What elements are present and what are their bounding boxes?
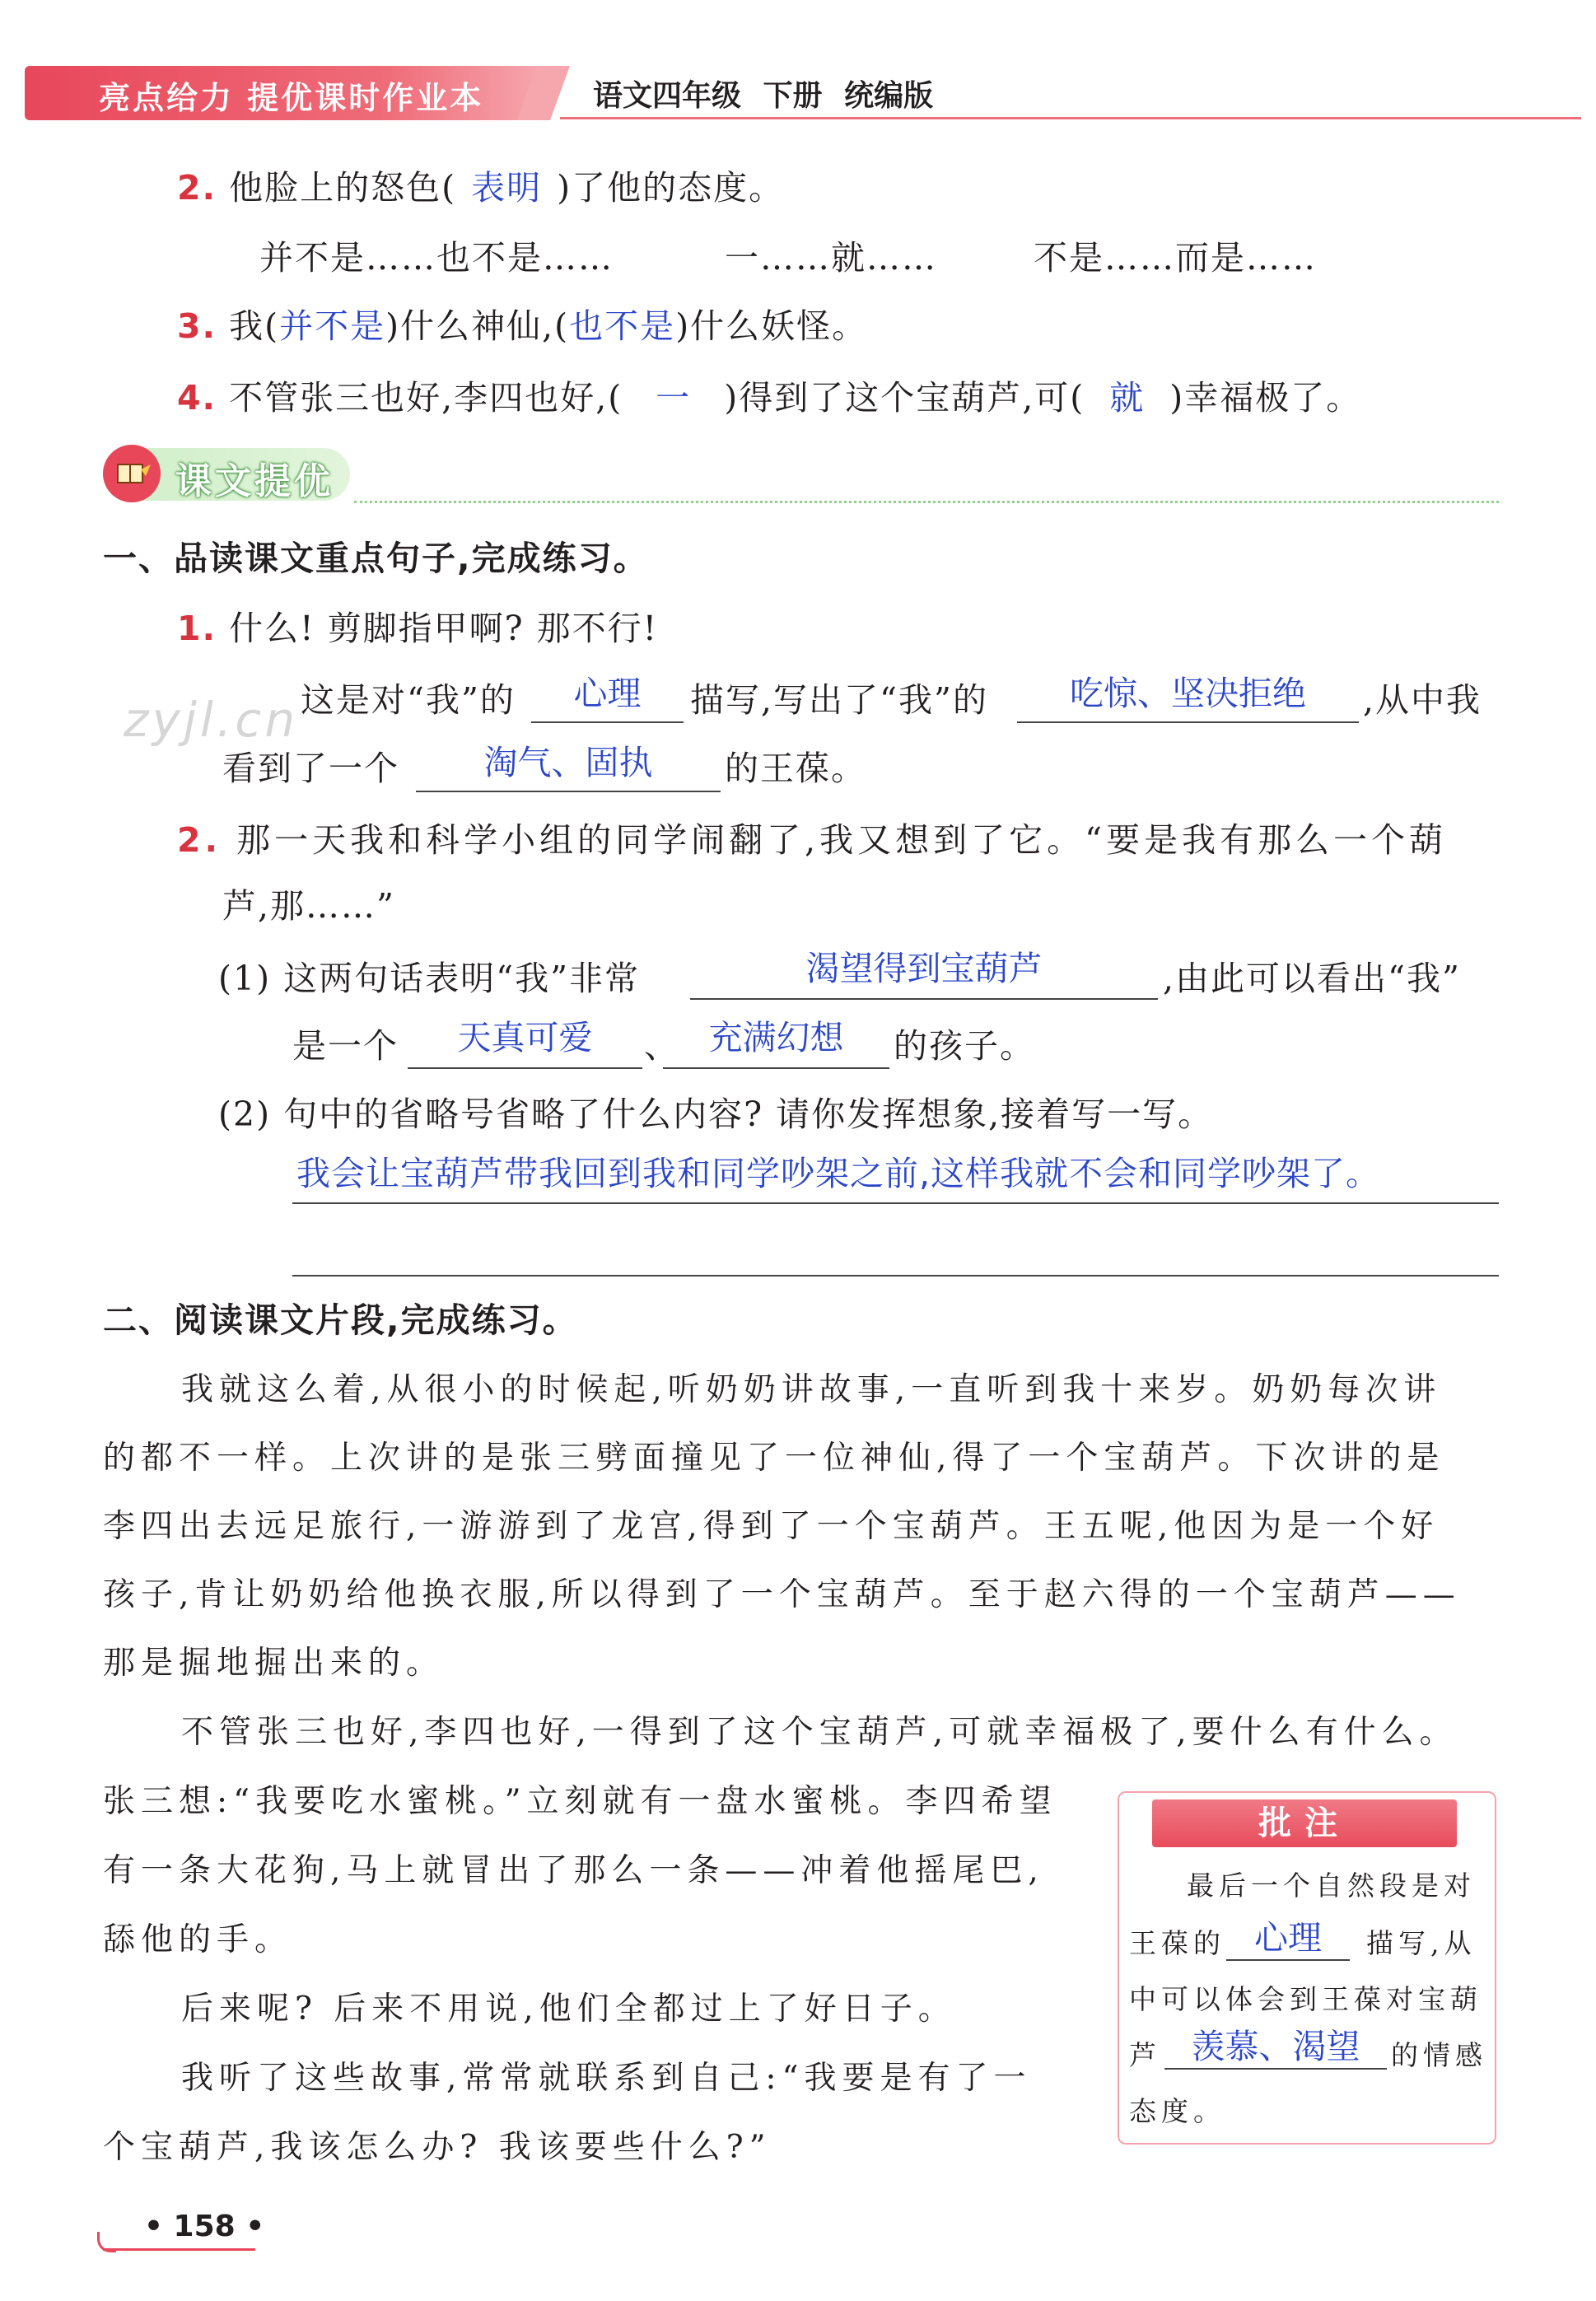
note-line-2-a: 王葆的 — [1129, 1927, 1225, 1959]
passage-line: 我听了这些故事,常常就联系到自己:“我要是有了一 — [181, 2060, 1032, 2097]
passage-line: 我就这么着,从很小的时候起,听奶奶讲故事,一直听到我十来岁。奶奶每次讲 — [181, 1371, 1442, 1408]
page-header — [25, 66, 1581, 120]
option-2: 一……就…… — [725, 238, 937, 278]
book-icon — [103, 445, 161, 502]
answer-line-1 — [292, 1163, 1499, 1204]
question-number: 4. — [177, 378, 217, 418]
answer: 羡慕、渴望 — [1191, 2027, 1360, 2066]
p1-question-1: 1. 什么! 剪脚指甲啊? 那不行! — [177, 609, 659, 648]
question-2: 2. 他脸上的怒色( 表明 )了他的态度。 — [177, 168, 785, 208]
answer: 淘气、固执 — [483, 743, 653, 782]
separator: 、 — [644, 1026, 679, 1066]
note-line-5: 态度。 — [1129, 2095, 1225, 2127]
answer-line-2 — [292, 1235, 1499, 1277]
section-banner — [103, 445, 350, 504]
q2-sub1-c: 是一个 — [292, 1026, 399, 1066]
q2-sub1-a: (1) 这两句话表明“我”非常 — [218, 959, 641, 998]
q2-sub1-d: 的孩子。 — [894, 1026, 1035, 1066]
section-title: 课文提优 — [175, 460, 334, 502]
passage-line: 那是掘地掘出来的。 — [103, 1645, 445, 1682]
question-number: 3. — [177, 306, 217, 346]
passage-line: 个宝葫芦,我该怎么办? 我该要些什么?” — [103, 2129, 772, 2166]
part-2-heading: 二、阅读课文片段,完成练习。 — [103, 1300, 578, 1340]
passage-line: 张三想:“我要吃水蜜桃。”立刻就有一盘水蜜桃。李四希望 — [103, 1783, 1057, 1820]
p1-question-2: 2. 那一天我和科学小组的同学闹翻了,我又想到了它。“要是我有那么一个葫 — [177, 820, 1448, 860]
q1-line2-b: 的王葆。 — [725, 749, 866, 788]
answer: 心理 — [1254, 1918, 1322, 1958]
section-divider — [354, 501, 1499, 503]
q1-line2-a: 看到了一个 — [222, 749, 399, 788]
passage-line: 舔他的手。 — [103, 1921, 293, 1958]
answer: 吃惊、坚决拒绝 — [1070, 674, 1306, 713]
passage-line: 不管张三也好,李四也好,一得到了这个宝葫芦,可就幸福极了,要什么有什么。 — [181, 1714, 1458, 1751]
passage-line: 李四出去远足旅行,一游游到了龙宫,得到了一个宝葫芦。王五呢,他因为是一个好 — [103, 1508, 1440, 1545]
book-title: 亮点给力 提优课时作业本 — [99, 80, 484, 116]
note-line-4-b: 的情感 — [1391, 2039, 1487, 2071]
answer: 也不是 — [569, 306, 676, 346]
note-line-1: 最后一个自然段是对 — [1187, 1869, 1476, 1902]
q1-line1-a: 这是对“我”的 — [301, 680, 516, 720]
annotation-box — [1118, 1791, 1496, 2145]
q2-sub1-b: ,由此可以看出“我” — [1163, 959, 1461, 998]
note-line-4-a: 芦 — [1129, 2039, 1161, 2071]
answer: 充满幻想 — [708, 1018, 844, 1057]
passage-line: 后来呢? 后来不用说,他们全都过上了好日子。 — [181, 1991, 956, 2028]
note-line-3: 中可以体会到王葆对宝葫 — [1129, 1983, 1482, 2015]
question-3: 3. 我(并不是)什么神仙,(也不是)什么妖怪。 — [177, 306, 868, 346]
part-1-heading: 一、品读课文重点句子,完成练习。 — [103, 539, 649, 578]
answer: 心理 — [573, 674, 642, 713]
option-3: 不是……而是…… — [1034, 238, 1317, 278]
answer: 渴望得到宝葫芦 — [805, 949, 1043, 988]
note-line-2-b: 描写,从 — [1366, 1927, 1477, 1959]
page-number-rule — [103, 2248, 255, 2251]
q1-line1-b: 描写,写出了“我”的 — [690, 680, 988, 720]
question-number: 2. — [177, 168, 217, 208]
q2-sub2: (2) 句中的省略号省略了什么内容? 请你发挥想象,接着写一写。 — [218, 1094, 1214, 1134]
book-meta: 语文四年级 下册 统编版 — [593, 79, 934, 113]
answer: 就 — [1109, 378, 1146, 418]
answer: 一 — [656, 378, 692, 418]
answer: 表明 — [471, 168, 543, 208]
passage-line: 孩子,肯让奶奶给他换衣服,所以得到了一个宝葫芦。至于赵六得的一个宝葫芦—— — [103, 1576, 1461, 1613]
q2-line2: 芦,那……” — [222, 886, 395, 926]
header-rule — [560, 117, 1581, 119]
passage-line: 有一条大花狗,马上就冒出了那么一条——冲着他摇尾巴, — [103, 1852, 1044, 1889]
answer: 天真可爱 — [457, 1018, 593, 1057]
answer: 并不是 — [279, 306, 386, 346]
q1-line1-c: ,从中我 — [1363, 680, 1482, 720]
watermark: zyjl.cn — [124, 692, 299, 748]
option-1: 并不是……也不是…… — [259, 238, 614, 278]
question-number: 2. — [177, 820, 222, 860]
annotation-title: 批注 — [1152, 1799, 1457, 1847]
question-4: 4. 不管张三也好,李四也好,( 一 )得到了这个宝葫芦,可( 就 )幸福极了。 — [177, 378, 1362, 418]
answer: 我会让宝葫芦带我回到我和同学吵架之前,这样我就不会和同学吵架了。 — [296, 1154, 1381, 1193]
question-number: 1. — [177, 609, 217, 648]
page-number: • 158 • — [144, 2210, 265, 2243]
passage-line: 的都不一样。上次讲的是张三劈面撞见了一位神仙,得了一个宝葫芦。下次讲的是 — [103, 1440, 1445, 1477]
